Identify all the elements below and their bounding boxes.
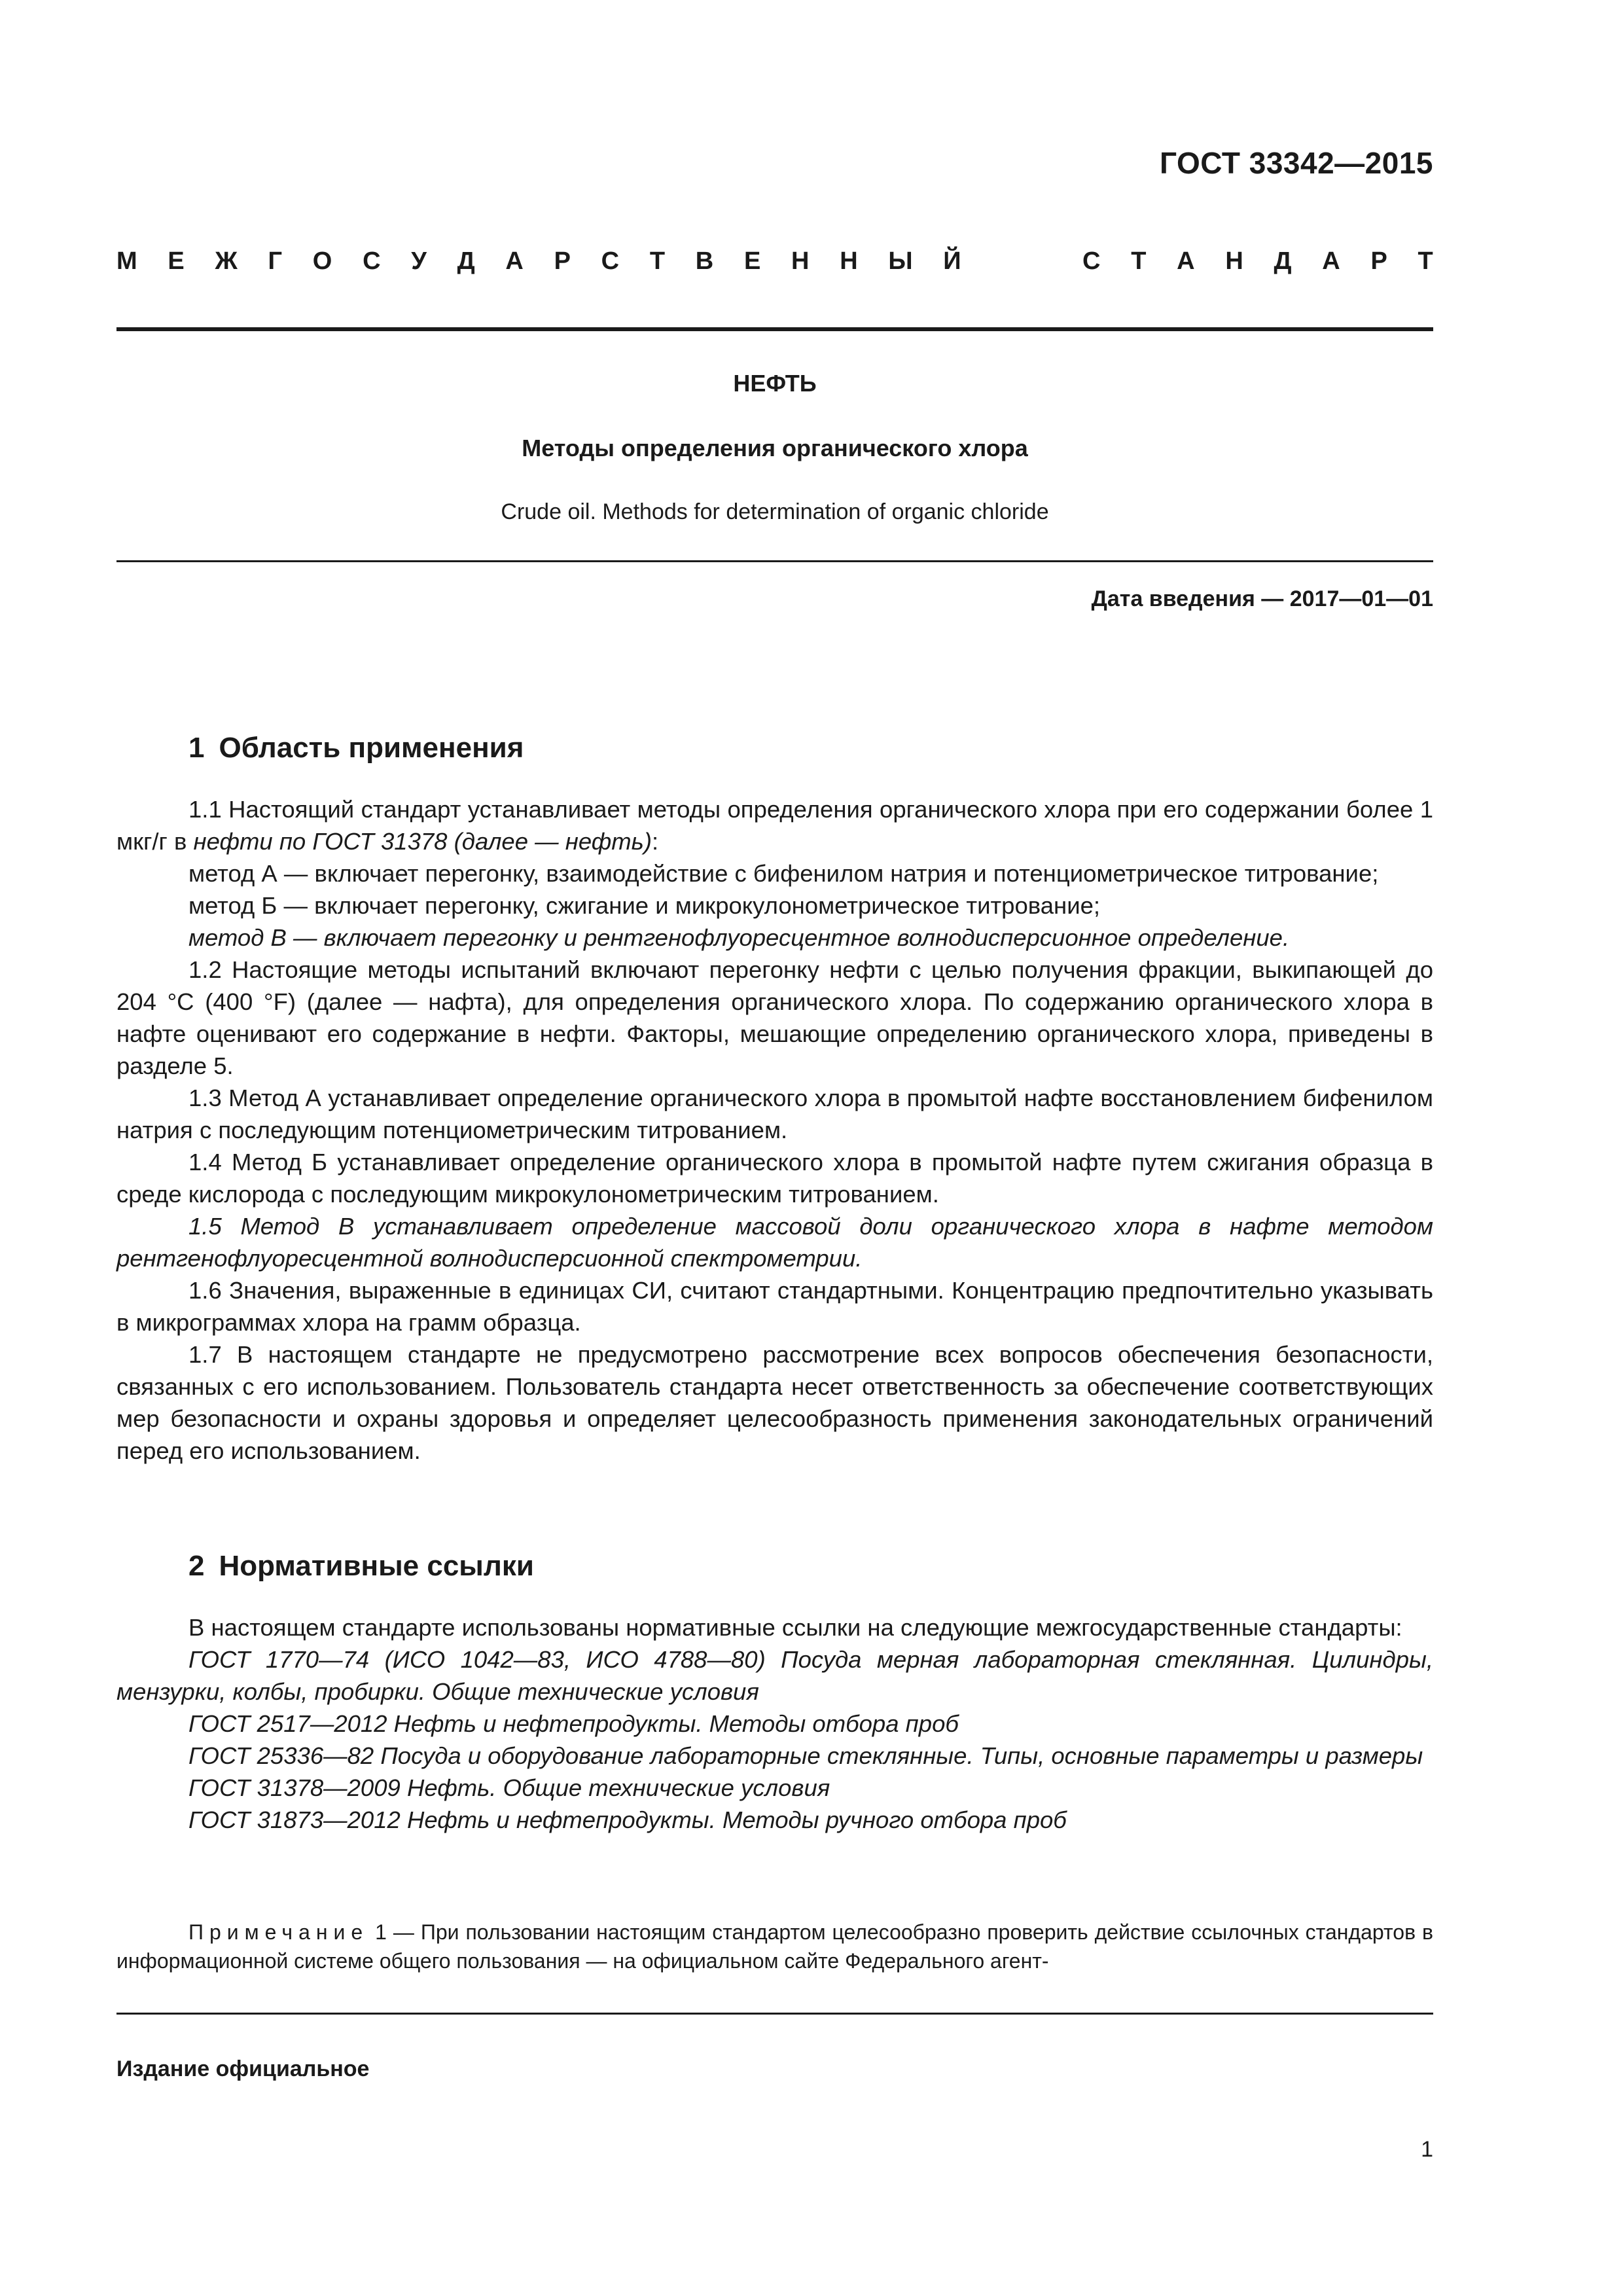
category-letter: А	[1177, 247, 1195, 275]
section-2-heading	[188, 1550, 534, 1583]
paragraph-1-3: 1.3 Метод А устанавливает определение органического хлора в промытой нафте восстановлением бифенилом натрия с последующим потенциометрическим титрованием.	[116, 1085, 1433, 1143]
document-number: ГОСТ 33342—2015	[1160, 146, 1433, 180]
paragraph-1-2: 1.2 Настоящие методы испытаний включают перегонку нефти с целью получения фракции, выкипающей до 204 °С (400 °F) (далее — нафта), для определения органического хлора. По содержанию органического хлора в нафте оценивают его содержание в нефти. Факторы, мешающие определению органического хлора, приведены в разделе 5.	[116, 956, 1433, 1079]
section-1-heading	[188, 732, 524, 764]
category-letter: Р	[1370, 247, 1387, 275]
category-letter: С	[601, 247, 620, 275]
paragraph-1-7: 1.7 В настоящем стандарте не предусмотрено рассмотрение всех вопросов обеспечения безопасности, связанных с его использованием. Пользователь стандарта несет ответственность за обеспечение соответствующих мер безопасности и охраны здоровья и определяет целесообразность применения законодательных ограничений перед его использованием.	[116, 1341, 1433, 1464]
note-1	[116, 1918, 1433, 1975]
references-intro: В настоящем стандарте использованы нормативные ссылки на следующие межгосударственные стандарты:	[188, 1614, 1402, 1641]
reference-item: ГОСТ 25336—82 Посуда и оборудование лабораторные стеклянные. Типы, основные параметры и размеры	[188, 1742, 1423, 1769]
paragraph-1-1	[116, 793, 1433, 857]
document-page	[116, 0, 1433, 2296]
category-letter: Ы	[888, 247, 913, 275]
category-letter: С	[1082, 247, 1101, 275]
category-letter: Н	[791, 247, 810, 275]
category-letter: Н	[840, 247, 858, 275]
category-letter: Д	[1274, 247, 1292, 275]
section-number: 1	[188, 732, 205, 764]
paragraph-1-4: 1.4 Метод Б устанавливает определение органического хлора в промытой нафте путем сжигания образца в среде кислорода с последующим микрокулонометрическим титрованием.	[116, 1149, 1433, 1208]
category-letter: Е	[168, 247, 185, 275]
document-english-title: Crude oil. Methods for determination of organic chloride	[501, 499, 1049, 524]
category-letter: Е	[743, 247, 761, 275]
page-number: 1	[1421, 2137, 1433, 2162]
document-subtitle: Методы определения органического хлора	[522, 435, 1028, 461]
category-letter: Т	[1418, 247, 1433, 275]
category-letter: Ж	[215, 247, 238, 275]
reference-item: ГОСТ 1770—74 (ИСО 1042—83, ИСО 4788—80) Посуда мерная лабораторная стеклянная. Цилиндры, мензурки, колбы, пробирки. Общие технические условия	[116, 1646, 1433, 1705]
reference-item: ГОСТ 2517—2012 Нефть и нефтепродукты. Методы отбора проб	[188, 1710, 959, 1737]
text-run: :	[652, 828, 659, 855]
title-divider	[116, 560, 1433, 562]
reference-item: ГОСТ 31873—2012 Нефть и нефтепродукты. Методы ручного отбора проб	[188, 1806, 1067, 1833]
official-edition-label: Издание официальное	[116, 2056, 370, 2081]
category-letter: Д	[457, 247, 475, 275]
reference-item: ГОСТ 31378—2009 Нефть. Общие технические условия	[188, 1774, 830, 1801]
paragraph-1-5: 1.5 Метод В устанавливает определение массовой доли органического хлора в нафте методом рентгенофлуоресцентной волнодисперсионной спектрометрии.	[116, 1213, 1433, 1272]
section-number: 2	[188, 1550, 205, 1582]
category-letter: Й	[943, 247, 961, 275]
method-b: метод Б — включает перегонку, сжигание и микрокулонометрическое титрование;	[188, 892, 1101, 919]
category-letter: Т	[1131, 247, 1147, 275]
category-letter: С	[363, 247, 381, 275]
category-letter: Р	[554, 247, 571, 275]
note-label: Примечание	[188, 1920, 369, 1944]
category-letter: А	[1322, 247, 1340, 275]
section-title: Область применения	[219, 732, 524, 764]
method-a: метод А — включает перегонку, взаимодействие с бифенилом натрия и потенциометрическое титрование;	[188, 860, 1379, 887]
document-title: НЕФТЬ	[733, 370, 817, 397]
section-1-body	[116, 793, 1433, 1467]
section-2-body	[116, 1611, 1433, 1836]
category-letter: Н	[1225, 247, 1243, 275]
category-letter: Г	[268, 247, 283, 275]
introduction-date: Дата введения — 2017—01—01	[1091, 586, 1433, 611]
category-letter: М	[116, 247, 137, 275]
category-letter: О	[312, 247, 332, 275]
category-letter: В	[695, 247, 714, 275]
category-letter: У	[411, 247, 427, 275]
category-line	[116, 247, 1433, 276]
paragraph-1-6: 1.6 Значения, выраженные в единицах СИ, считают стандартными. Концентрацию предпочтительно указывать в микрограммах хлора на грамм образца.	[116, 1277, 1433, 1336]
footer-divider	[116, 2013, 1433, 2015]
section-title: Нормативные ссылки	[219, 1550, 534, 1582]
category-letter: Т	[649, 247, 666, 275]
method-v: метод В — включает перегонку и рентгенофлуоресцентное волнодисперсионное определение.	[188, 924, 1290, 951]
note-number: 1	[375, 1920, 387, 1944]
note-text: — При пользовании настоящим стандартом целесообразно проверить действие ссылочных стандартов в информационной системе общего пользования — на официальном сайте Федерального агент-	[116, 1920, 1434, 1973]
header-divider	[116, 327, 1433, 331]
italic-run: нефти по ГОСТ 31378 (далее — нефть)	[193, 828, 652, 855]
text-run: 1.1 Настоящий стандарт устанавливает методы определения органического хлора при его содержании более 1 мкг/г в	[116, 796, 1433, 855]
category-letter: А	[505, 247, 524, 275]
